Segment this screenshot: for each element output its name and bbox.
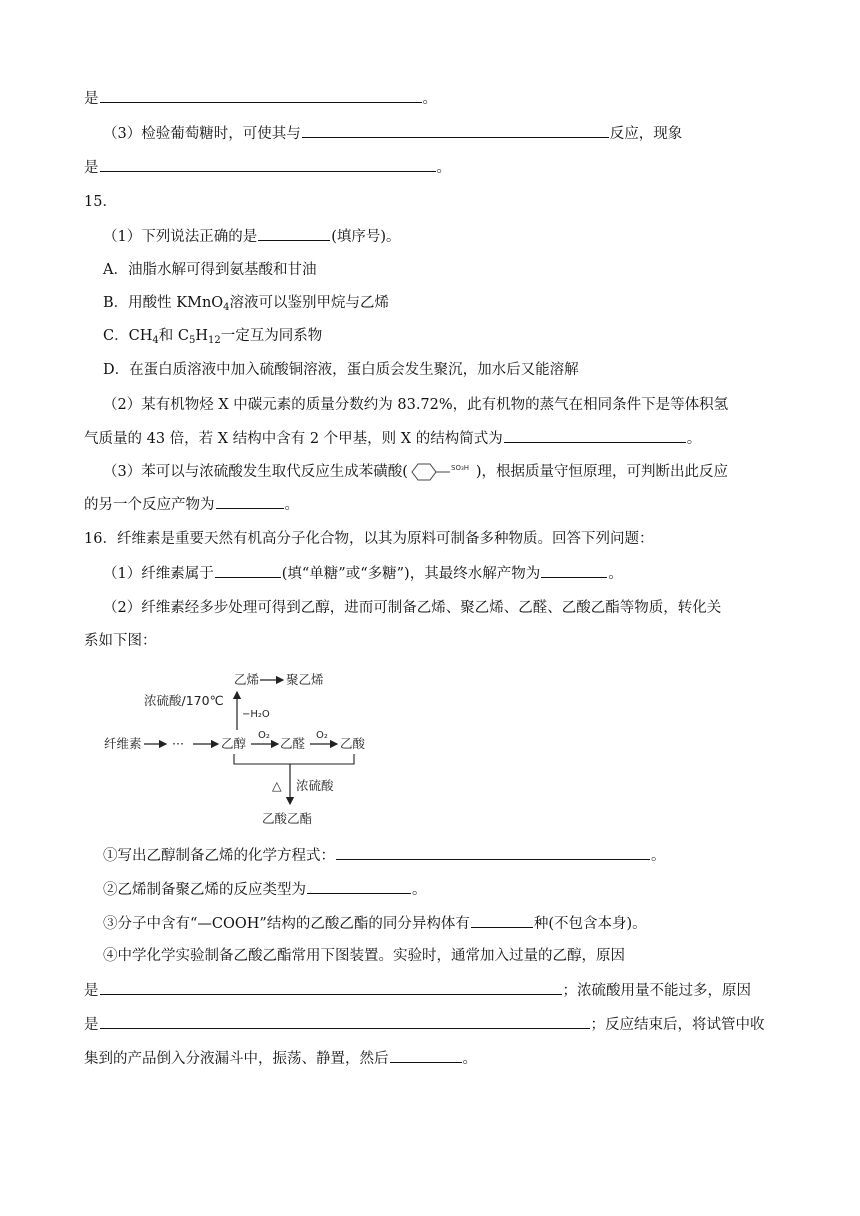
dots-label: ··· (172, 736, 184, 751)
answer-blank[interactable] (471, 913, 533, 928)
answer-blank[interactable] (215, 563, 281, 578)
sub-question-4-reason-1: 是 ；浓硫酸用量不能过多，原因 (84, 980, 751, 1001)
o2-label-1: O₂ (258, 730, 270, 741)
answer-blank[interactable] (302, 123, 609, 138)
o2-label-2: O₂ (316, 730, 328, 741)
minus-water-label: −H₂O (242, 709, 270, 720)
question-14-3: （3）检验葡萄糖时，可使其与 反应，现象 (103, 123, 682, 144)
ethanol-label: 乙醇 (221, 736, 247, 751)
ethylene-label: 乙烯 (234, 672, 260, 687)
sulfonic-group-label: SO₃H (450, 464, 469, 472)
ethyl-acetate-label: 乙酸乙酯 (262, 811, 313, 826)
question-16-1: （1）纤维素属于 (填“单糖”或“多糖”)，其最终水解产物为 。 (103, 563, 623, 584)
cellulose-label: 纤维素 (104, 736, 142, 751)
conversion-diagram (100, 666, 380, 832)
polyethylene-label: 聚乙烯 (286, 672, 324, 687)
question-15-1: （1）下列说法正确的是 (填序号)。 (103, 226, 401, 247)
line-1: 是 。 (84, 88, 437, 109)
question-15-2-line2: 气质量的 43 倍，若 X 结构中含有 2 个甲基，则 X 的结构简式为 。 (84, 428, 701, 449)
answer-blank[interactable] (504, 428, 686, 443)
sub-question-3: ③分子中含有“—COOH”结构的乙酸乙酯的同分异构体有 种(不包含本身)。 (103, 913, 647, 934)
heat-symbol: △ (272, 778, 282, 793)
acetaldehyde-label: 乙醛 (280, 736, 306, 751)
answer-blank[interactable] (258, 226, 330, 241)
question-16-2-line2: 系如下图： (84, 633, 157, 649)
sub-question-4-final: 集到的产品倒入分液漏斗中，振荡、静置，然后 。 (84, 1048, 477, 1069)
question-16-stem: 16．纤维素是重要天然有机高分子化合物，以其为原料可制备多种物质。回答下列问题： (84, 531, 654, 547)
answer-blank[interactable] (541, 563, 607, 578)
answer-blank[interactable] (336, 845, 650, 860)
option-a: A．油脂水解可得到氨基酸和甘油 (103, 262, 317, 278)
sub-question-4: ④中学化学实验制备乙酸乙酯常用下图装置。实验时，通常加入过量的乙醇，原因 (103, 948, 625, 964)
esterification-bracket (234, 754, 354, 764)
sub-question-4-reason-2: 是 ；反应结束后，将试管中收 (84, 1014, 765, 1035)
answer-blank[interactable] (307, 879, 411, 894)
answer-blank[interactable] (100, 157, 436, 172)
option-b: B．用酸性 KMnO$_4$溶液可以鉴别甲烷与乙烯 (103, 295, 390, 313)
answer-blank[interactable] (100, 88, 422, 103)
answer-blank[interactable] (100, 1014, 590, 1029)
condition-top-label: 浓硫酸/170℃ (144, 693, 224, 708)
line-3: 是 。 (84, 157, 451, 178)
condition-bottom-label: 浓硫酸 (296, 778, 334, 793)
question-15-number: 15． (84, 194, 117, 210)
sub-question-1: ①写出乙醇制备乙烯的化学方程式： 。 (103, 845, 666, 866)
question-15-2-line1: （2）某有机物烃 X 中碳元素的质量分数约为 83.72%，此有机物的蒸气在相同条件下是等体积氢 (103, 397, 729, 413)
answer-blank[interactable] (216, 494, 284, 509)
option-c: C．$CH_4$和 $C_5H_{12}$一定互为同系物 (103, 328, 323, 346)
question-15-3-line1: （3）苯可以与浓硫酸发生取代反应生成苯磺酸( SO₃H )，根据质量守恒原理，可判断出此反应 (103, 461, 728, 483)
answer-blank[interactable] (100, 980, 562, 995)
question-16-2-line1: （2）纤维素经多步处理可得到乙醇，进而可制备乙烯、聚乙烯、乙醛、乙酸乙酯等物质，转化关 (103, 600, 722, 616)
sub-question-2: ②乙烯制备聚乙烯的反应类型为 。 (103, 879, 427, 900)
option-d: D．在蛋白质溶液中加入硫酸铜溶液，蛋白质会发生聚沉，加水后又能溶解 (103, 362, 579, 378)
answer-blank[interactable] (390, 1048, 462, 1063)
benzenesulfonic-acid-structure (408, 461, 476, 483)
acetic-acid-label: 乙酸 (340, 736, 366, 751)
question-15-3-line2: 的另一个反应产物为 。 (84, 494, 299, 515)
